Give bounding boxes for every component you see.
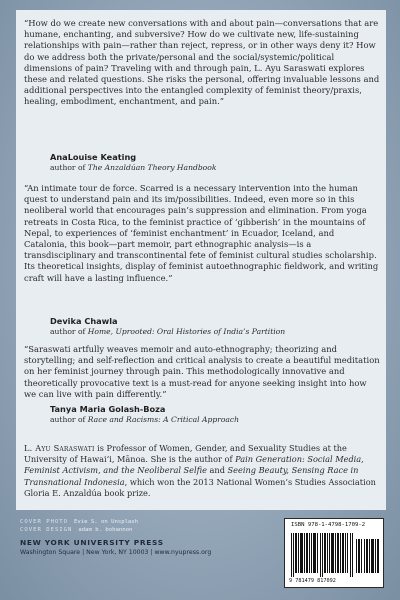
praise-author-1: AnaLouise Keating	[50, 152, 137, 162]
praise-author-2: Devika Chawla	[50, 316, 118, 326]
price-barcode	[356, 533, 380, 573]
praise-quote-1: “How do we create new conversations with and about pain—conversations that are humane, enchanting, and subversive? How do we cultivate new, life-sustaining relationships with pain—rather than reject, repress, or in other ways deny it? How do we address both the private/personal and the social/systemic/political dimensions of pain? Traveling with and through pain, L. Ayu Saraswati explores these and related questions. She risks the personal, offering invaluable lessons and additional perspectives into the entangled complexity of feminist theory/praxis, healing, embodiment, enchantment, and pain.”	[24, 18, 380, 107]
author-bio: L. Ayu Saraswati is Professor of Women, Gender, and Sexuality Studies at the University of Hawai‘i, Mānoa. She is the author of Pain Generation: Social Media, Feminist Activism, and the Neoliberal Selfie and Seeing Beauty, Sensing Race in Transnational Indonesia, which won the 2013 National Women’s Studies Association Gloria E. Anzaldúa book prize.	[24, 443, 376, 498]
isbn-label: ISBN 978-1-4798-1709-2	[291, 522, 366, 528]
cover-credits	[20, 518, 138, 534]
praise-quote-3: “Saraswati artfully weaves memoir and auto-ethnography; theorizing and storytelling; and self-reflection and critical analysis to create a beautiful meditation on her feminist journey through pain. This methodologically innovative and theoretically provocative text is a must-read for anyone seeking insight into how we can live with pain differently.”	[24, 344, 380, 399]
photo-credit: COVER PHOTO Evie S. on Unsplash	[20, 519, 139, 525]
praise-author-1-credential: author of The Anzaldúan Theory Handbook	[50, 163, 217, 172]
text-panel	[16, 10, 386, 510]
praise-author-3: Tanya Maria Golash-Boza	[50, 404, 166, 414]
design-credit: COVER DESIGN adam b. bohannon	[20, 527, 133, 533]
publisher-address: Washington Square | New York, NY 10003 | www.nyupress.org	[20, 549, 212, 556]
publisher-name: NEW YORK UNIVERSITY PRESS	[20, 538, 164, 547]
barcode-box	[284, 518, 384, 588]
praise-author-2-credential: author of Home, Uprooted: Oral Histories of India’s Partition	[50, 327, 286, 336]
author-name: L. Ayu Saraswati	[24, 443, 95, 453]
ean-barcode	[291, 533, 353, 577]
praise-author-3-credential: author of Race and Racisms: A Critical Approach	[50, 415, 240, 424]
praise-quote-2: “An intimate tour de force. Scarred is a necessary intervention into the human quest to understand pain and its im/possibilities. Indeed, even more so in this neoliberal world that encourages pain’s suppression and elimination. From yoga retreats in Costa Rica, to the feminist practice of ‘gibberish’ in the mountains of Nepal, to experiences of ‘feminist enchantment’ in Ecuador, Iceland, and Catalonia, this book—part memoir, part ethnographic analysis—is a transdisciplinary and transcontinental fete of feminist cultural studies scholarship. Its theoretical insights, display of feminist autoethnographic fieldwork, and writing craft will have a lasting influence.”	[24, 183, 379, 283]
barcode-digits: 9 781479 817092	[289, 578, 336, 584]
